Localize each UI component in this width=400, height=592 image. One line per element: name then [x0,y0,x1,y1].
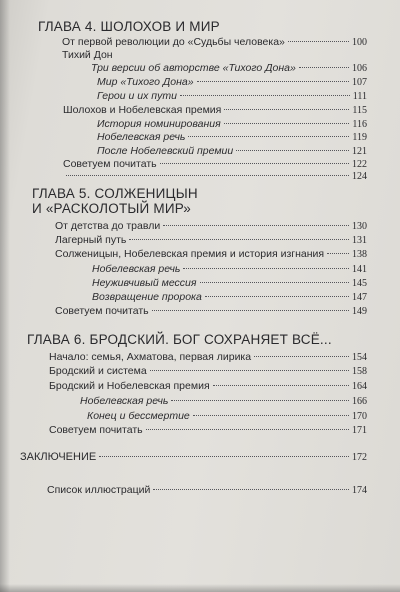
entry-label: Шолохов и Нобелевская премия [63,104,222,116]
toc-entry [97,130,367,144]
toc-entry [49,350,367,364]
leader-dots [66,175,349,176]
page-number: 141 [352,264,367,275]
toc-entry [92,290,367,304]
entry-label: От первой революции до «Судьбы человека» [62,36,285,48]
page-number: 116 [352,119,367,130]
leader-dots [153,489,349,490]
leader-dots [224,109,349,110]
entry-label: Лагерный путь [55,234,127,246]
page-number: 100 [352,37,367,48]
page-number: 138 [352,249,367,260]
toc-entry [55,219,367,233]
leader-dots [163,225,349,226]
chapter-4-title: ГЛАВА 4. ШОЛОХОВ И МИР [38,19,220,34]
leader-dots [200,282,349,283]
leader-dots [129,239,349,240]
leader-dots [327,253,349,254]
entry-label: Советуем почитать [55,305,149,317]
entry-label: Конец и бессмертие [87,410,190,422]
page-number: 149 [352,306,367,317]
chapter-5-title-line-2: И «РАСКОЛОТЫЙ МИР» [32,201,191,216]
page-number: 119 [352,132,367,143]
leader-dots [236,150,349,151]
page-number: 147 [352,292,367,303]
leader-dots [224,123,350,124]
page-number: 124 [352,171,367,182]
leader-dots [152,310,349,311]
chapter-5-title-line-1: ГЛАВА 5. СОЛЖЕНИЦЫН [32,186,198,201]
toc-entry [97,144,367,158]
toc-entry-conclusion [20,450,367,464]
book-spine-shadow [0,0,10,592]
entry-label: ЗАКЛЮЧЕНИЕ [20,451,97,463]
leader-dots [254,356,349,357]
page-number: 171 [352,425,367,436]
entry-label: Советуем почитать [49,424,143,436]
leader-dots [188,136,349,137]
page-number: 164 [352,381,367,392]
page-number: 145 [352,278,367,289]
page-number: 130 [352,221,367,232]
leader-dots [180,95,350,96]
page-number: 131 [352,235,367,246]
entry-label: Список иллюстраций [47,484,151,496]
toc-entry [55,247,367,261]
toc-entry [63,103,367,117]
entry-label: Нобелевская речь [80,395,169,407]
toc-entry [49,364,367,378]
entry-label: Мир «Тихого Дона» [97,76,194,88]
toc-entry [87,409,367,423]
leader-dots [205,296,349,297]
chapter-6-title: ГЛАВА 6. БРОДСКИЙ. БОГ СОХРАНЯЕТ ВСЁ... [27,332,332,347]
leader-dots [299,67,349,68]
toc-entry-illustrations [47,483,367,497]
entry-label: Тихий Дон [62,49,113,61]
toc-entry [49,379,367,393]
leader-dots [197,81,349,82]
toc-entry [63,170,367,184]
toc-entry [97,75,367,89]
leader-dots [171,400,349,401]
leader-dots [160,163,349,164]
entry-label: Возвращение пророка [92,291,202,303]
page-number: 121 [352,146,367,157]
entry-label: Три версии об авторстве «Тихого Дона» [91,62,296,74]
entry-label: Герои и их пути [97,90,177,102]
toc-entry [91,61,367,75]
toc-entry [55,304,367,318]
page-number: 166 [352,396,367,407]
toc-entry [97,117,367,131]
toc-entry [62,48,113,62]
toc-entry [55,233,367,247]
entry-label: История номинирования [97,118,221,130]
toc-entry [63,157,367,171]
page-number: 172 [352,452,367,463]
page-number: 170 [352,411,367,422]
page-number: 122 [352,159,367,170]
leader-dots [213,385,349,386]
page-number: 174 [352,485,367,496]
toc-entry [49,423,367,437]
page-number: 111 [352,91,367,102]
page-number: 107 [352,77,367,88]
toc-entry [92,262,367,276]
toc-entry [97,89,367,103]
toc-entry [92,276,367,290]
entry-label: От детства до травли [55,220,161,232]
page-number: 115 [352,105,367,116]
leader-dots [146,429,349,430]
entry-label: После Нобелевский премии [97,145,234,157]
entry-label: Бродский и Нобелевская премия [49,380,210,392]
entry-label: Солженицын, Нобелевская премия и история изгнания [55,248,325,260]
leader-dots [193,415,349,416]
entry-label: Советуем почитать [63,158,157,170]
entry-label: Нобелевская речь [92,263,181,275]
toc-entry [62,35,367,49]
page-number: 154 [352,352,367,363]
toc-entry [80,394,367,408]
leader-dots [99,456,349,457]
page-number: 106 [352,63,367,74]
entry-label: Начало: семья, Ахматова, первая лирика [49,351,252,363]
leader-dots [150,370,349,371]
leader-dots [288,41,349,42]
page-number: 158 [352,366,367,377]
entry-label: Бродский и система [49,365,147,377]
entry-label: Нобелевская речь [97,131,186,143]
entry-label: Неуживчивый мессия [92,277,197,289]
leader-dots [183,268,349,269]
